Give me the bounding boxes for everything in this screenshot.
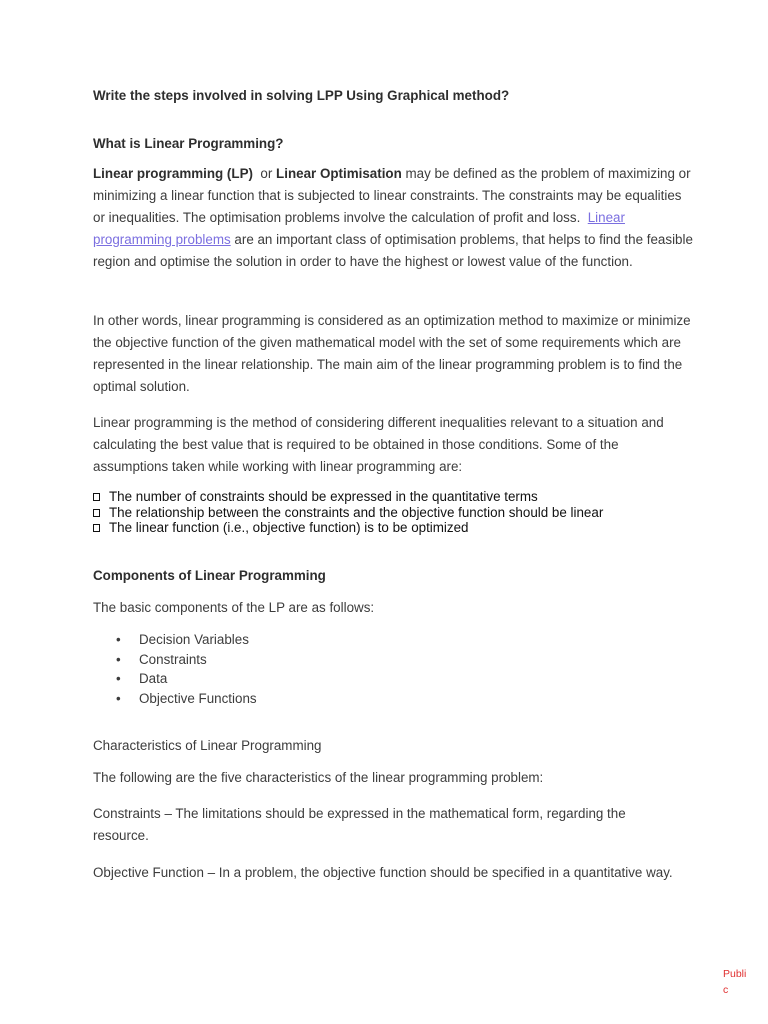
list-item (93, 650, 257, 670)
what-is-lp-heading: What is Linear Programming? (93, 136, 284, 151)
components-heading: Components of Linear Programming (93, 568, 326, 583)
characteristics-intro: The following are the five characteristics of the linear programming problem: (93, 770, 544, 785)
list-item (93, 689, 257, 709)
definition-text-b: are an important class of optimisation problems, that helps to find the feasible region and optimise the solution in order to have the highest or lowest value of the function. (93, 232, 693, 269)
components-list (93, 630, 257, 709)
component-text: Decision Variables (139, 632, 249, 647)
component-text: Data (139, 671, 168, 687)
other-words-paragraph: In other words, linear programming is considered as an optimization method to maximize or minimize the objective function of the given mathematical model with the set of some requirements which are represented in the linear relationship. The main aim of the linear programming problem is to find the optimal solution. (93, 313, 691, 394)
checkbox-square-icon (93, 493, 100, 501)
list-item (93, 669, 257, 689)
connector-or: or (252, 166, 277, 181)
classification-label: Public (723, 968, 747, 996)
components-intro: The basic components of the LP are as follows: (93, 600, 375, 615)
lp-problems-link[interactable]: Linear programming problems (93, 210, 625, 247)
bullet-icon: • (116, 632, 121, 647)
list-item (93, 505, 603, 521)
checkbox-square-icon (93, 509, 100, 517)
bullet-icon: • (116, 691, 121, 707)
term-linear-programming: Linear programming (LP) (93, 166, 253, 181)
assumption-text: The relationship between the constraints and the objective function should be linear (109, 504, 604, 520)
char-constraints-paragraph: Constraints – The limitations should be expressed in the mathematical form, regarding the resource. (93, 806, 626, 843)
char-objective-paragraph: Objective Function – In a problem, the objective function should be specified in a quantitative way. (93, 865, 673, 880)
lp-definition-paragraph (93, 163, 693, 273)
component-text: Constraints (139, 651, 207, 667)
main-question-heading: Write the steps involved in solving LPP Using Graphical method? (93, 88, 510, 103)
checkbox-square-icon (93, 524, 100, 532)
component-text: Objective Functions (139, 691, 257, 707)
assumption-text: The linear function (i.e., objective function) is to be optimized (109, 520, 469, 535)
list-item (93, 520, 603, 536)
term-linear-optimisation: Linear Optimisation (276, 166, 402, 181)
assumptions-intro-paragraph: Linear programming is the method of considering different inequalities relevant to a situation and calculating the best value that is required to be obtained in those conditions. Some of the assumptions taken while working with linear programming are: (93, 415, 664, 474)
assumptions-list (93, 489, 603, 536)
list-item (93, 630, 257, 650)
bullet-icon: • (116, 651, 121, 667)
list-item (93, 489, 603, 505)
characteristics-heading: Characteristics of Linear Programming (93, 738, 322, 753)
definition-text-a: may be defined as the problem of maximizing or minimizing a linear function that is subjected to linear constraints. The constraints may be equalities or inequalities. The optimisation problems involve the calculation of profit and loss. (93, 166, 695, 225)
assumption-text: The number of constraints should be expressed in the quantitative terms (109, 489, 538, 504)
bullet-icon: • (116, 671, 121, 687)
